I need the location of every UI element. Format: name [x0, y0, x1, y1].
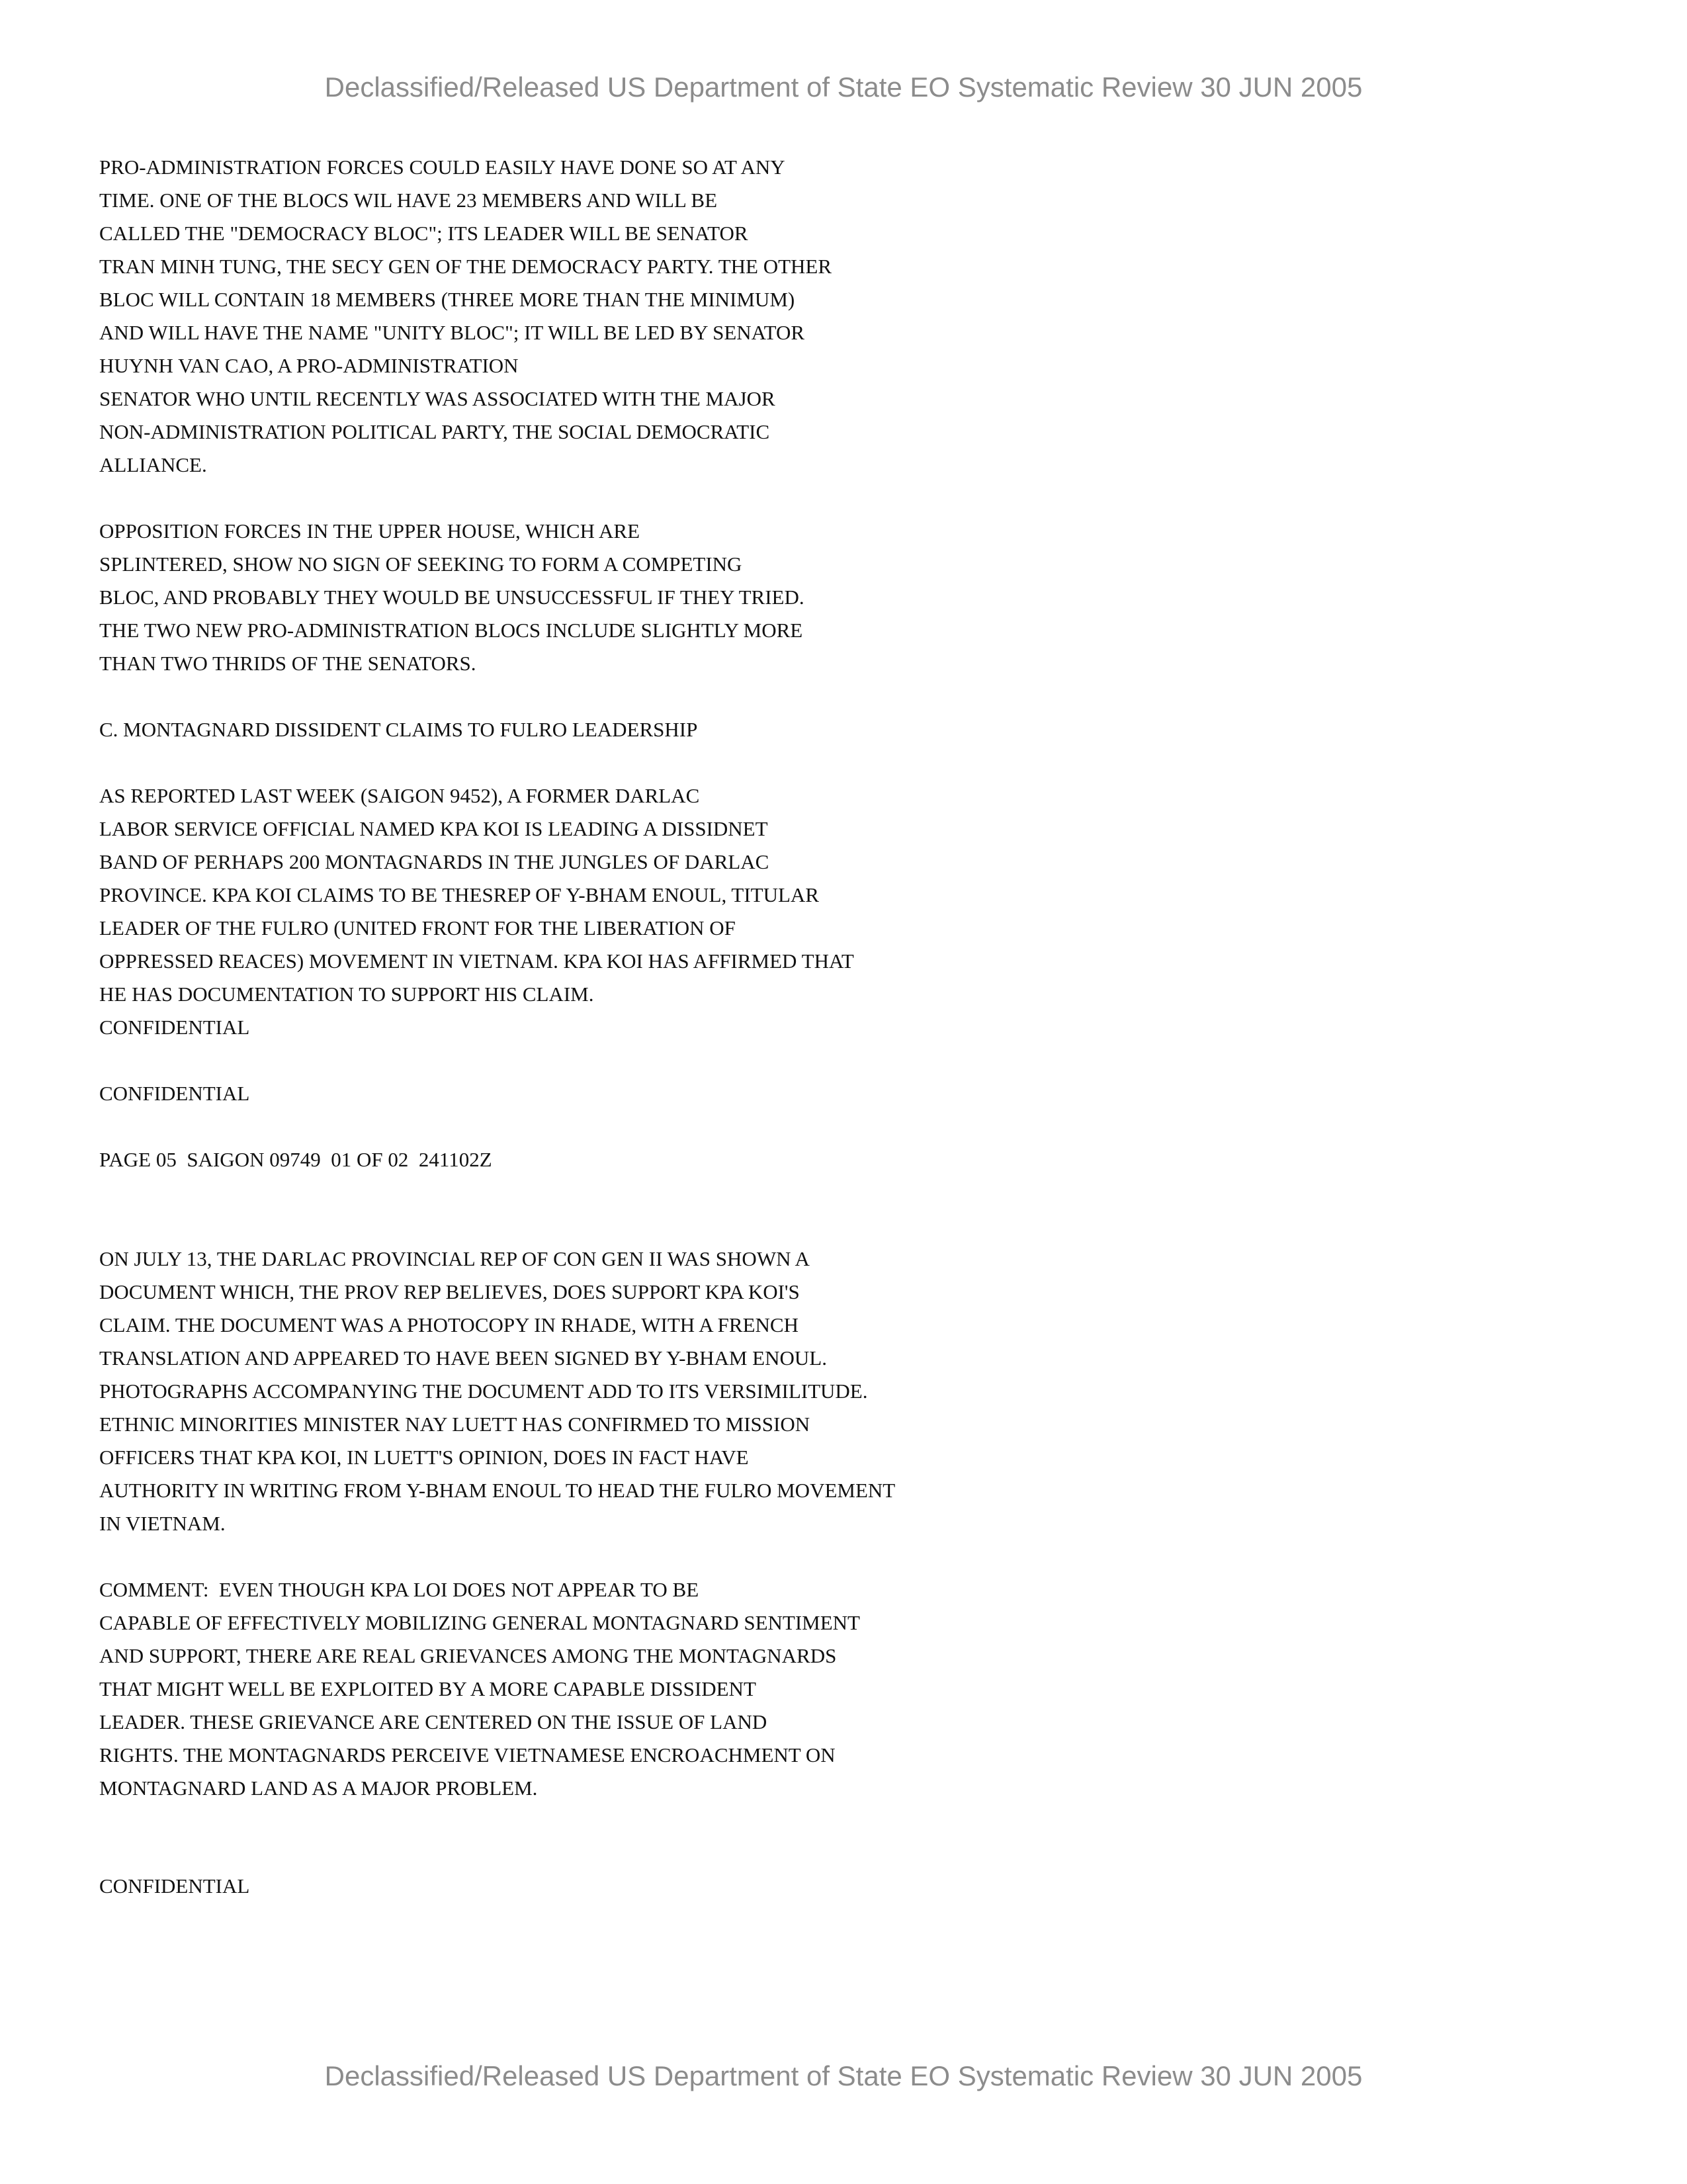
page-reference: PAGE 05 SAIGON 09749 01 OF 02 241102Z — [99, 1148, 492, 1171]
text-line: TIME. ONE OF THE BLOCS WIL HAVE 23 MEMBERS AND WILL BE — [99, 189, 718, 212]
section-heading: C. MONTAGNARD DISSIDENT CLAIMS TO FULRO LEADERSHIP — [99, 718, 698, 741]
classification-marking: CONFIDENTIAL — [99, 1082, 250, 1105]
paragraph-document-shown — [99, 1243, 1555, 1540]
text-line: LEADER OF THE FULRO (UNITED FRONT FOR THE LIBERATION OF — [99, 916, 736, 939]
text-line: THE TWO NEW PRO-ADMINISTRATION BLOCS INCLUDE SLIGHTLY MORE — [99, 619, 803, 642]
text-line: NON-ADMINISTRATION POLITICAL PARTY, THE SOCIAL DEMOCRATIC — [99, 420, 770, 443]
text-line: THAT MIGHT WELL BE EXPLOITED BY A MORE CAPABLE DISSIDENT — [99, 1677, 756, 1700]
text-line: HUYNH VAN CAO, A PRO-ADMINISTRATION — [99, 354, 519, 377]
text-line: THAN TWO THRIDS OF THE SENATORS. — [99, 652, 476, 675]
text-line: ON JULY 13, THE DARLAC PROVINCIAL REP OF CON GEN II WAS SHOWN A — [99, 1247, 810, 1270]
text-line: AS REPORTED LAST WEEK (SAIGON 9452), A FORMER DARLAC — [99, 784, 700, 807]
text-line: CALLED THE "DEMOCRACY BLOC"; ITS LEADER WILL BE SENATOR — [99, 222, 748, 245]
text-line: LABOR SERVICE OFFICIAL NAMED KPA KOI IS LEADING A DISSIDNET — [99, 817, 768, 840]
text-line: PROVINCE. KPA KOI CLAIMS TO BE THESREP OF Y-BHAM ENOUL, TITULAR — [99, 883, 819, 906]
classification-marking: CONFIDENTIAL — [99, 1016, 250, 1039]
text-line: BAND OF PERHAPS 200 MONTAGNARDS IN THE JUNGLES OF DARLAC — [99, 850, 769, 873]
paragraph-opposition-forces — [99, 515, 1555, 680]
classification-marking: CONFIDENTIAL — [99, 1874, 250, 1898]
paragraph-kpa-koi-report — [99, 779, 1555, 1044]
text-line: OPPOSITION FORCES IN THE UPPER HOUSE, WHICH ARE — [99, 519, 640, 543]
text-line: BLOC WILL CONTAIN 18 MEMBERS (THREE MORE THAN THE MINIMUM) — [99, 288, 795, 311]
text-line: COMMENT: EVEN THOUGH KPA LOI DOES NOT APPEAR TO BE — [99, 1578, 699, 1601]
text-line: LEADER. THESE GRIEVANCE ARE CENTERED ON THE ISSUE OF LAND — [99, 1710, 767, 1733]
document-body — [99, 151, 1555, 1903]
text-line: SENATOR WHO UNTIL RECENTLY WAS ASSOCIATED WITH THE MAJOR — [99, 387, 775, 410]
text-line: PRO-ADMINISTRATION FORCES COULD EASILY HAVE DONE SO AT ANY — [99, 155, 785, 179]
text-line: BLOC, AND PROBABLY THEY WOULD BE UNSUCCESSFUL IF THEY TRIED. — [99, 586, 804, 609]
text-line: DOCUMENT WHICH, THE PROV REP BELIEVES, DOES SUPPORT KPA KOI'S — [99, 1280, 800, 1303]
text-line: AND SUPPORT, THERE ARE REAL GRIEVANCES AMONG THE MONTAGNARDS — [99, 1644, 837, 1667]
text-line: OFFICERS THAT KPA KOI, IN LUETT'S OPINION, DOES IN FACT HAVE — [99, 1446, 749, 1469]
page-header-reference — [99, 1143, 1555, 1176]
text-line: AND WILL HAVE THE NAME "UNITY BLOC"; IT WILL BE LED BY SENATOR — [99, 321, 805, 344]
page-header-classification — [99, 1077, 1555, 1110]
text-line: CAPABLE OF EFFECTIVELY MOBILIZING GENERAL MONTAGNARD SENTIMENT — [99, 1611, 860, 1634]
declassification-stamp-bottom: Declassified/Released US Department of State EO Systematic Review 30 JUN 2005 — [324, 2060, 1363, 2091]
section-heading-montagnard — [99, 713, 1555, 746]
text-line: SPLINTERED, SHOW NO SIGN OF SEEKING TO FORM A COMPETING — [99, 552, 742, 576]
text-line: ETHNIC MINORITIES MINISTER NAY LUETT HAS CONFIRMED TO MISSION — [99, 1413, 810, 1436]
text-line: RIGHTS. THE MONTAGNARDS PERCEIVE VIETNAMESE ENCROACHMENT ON — [99, 1743, 836, 1767]
text-line: TRANSLATION AND APPEARED TO HAVE BEEN SIGNED BY Y-BHAM ENOUL. — [99, 1346, 827, 1370]
page-footer-classification — [99, 1870, 1555, 1903]
paragraph-senate-blocs — [99, 151, 1555, 482]
declassification-stamp-top: Declassified/Released US Department of State EO Systematic Review 30 JUN 2005 — [324, 71, 1363, 103]
paragraph-comment — [99, 1573, 1555, 1805]
text-line: OPPRESSED REACES) MOVEMENT IN VIETNAM. KPA KOI HAS AFFIRMED THAT — [99, 949, 854, 973]
text-line: CLAIM. THE DOCUMENT WAS A PHOTOCOPY IN RHADE, WITH A FRENCH — [99, 1313, 799, 1336]
text-line: IN VIETNAM. — [99, 1512, 226, 1535]
text-line: TRAN MINH TUNG, THE SECY GEN OF THE DEMOCRACY PARTY. THE OTHER — [99, 255, 832, 278]
text-line: ALLIANCE. — [99, 453, 207, 476]
text-line: AUTHORITY IN WRITING FROM Y-BHAM ENOUL TO HEAD THE FULRO MOVEMENT — [99, 1479, 896, 1502]
text-line: MONTAGNARD LAND AS A MAJOR PROBLEM. — [99, 1776, 538, 1800]
text-line: PHOTOGRAPHS ACCOMPANYING THE DOCUMENT ADD TO ITS VERSIMILITUDE. — [99, 1379, 868, 1403]
text-line: HE HAS DOCUMENTATION TO SUPPORT HIS CLAIM. — [99, 983, 594, 1006]
